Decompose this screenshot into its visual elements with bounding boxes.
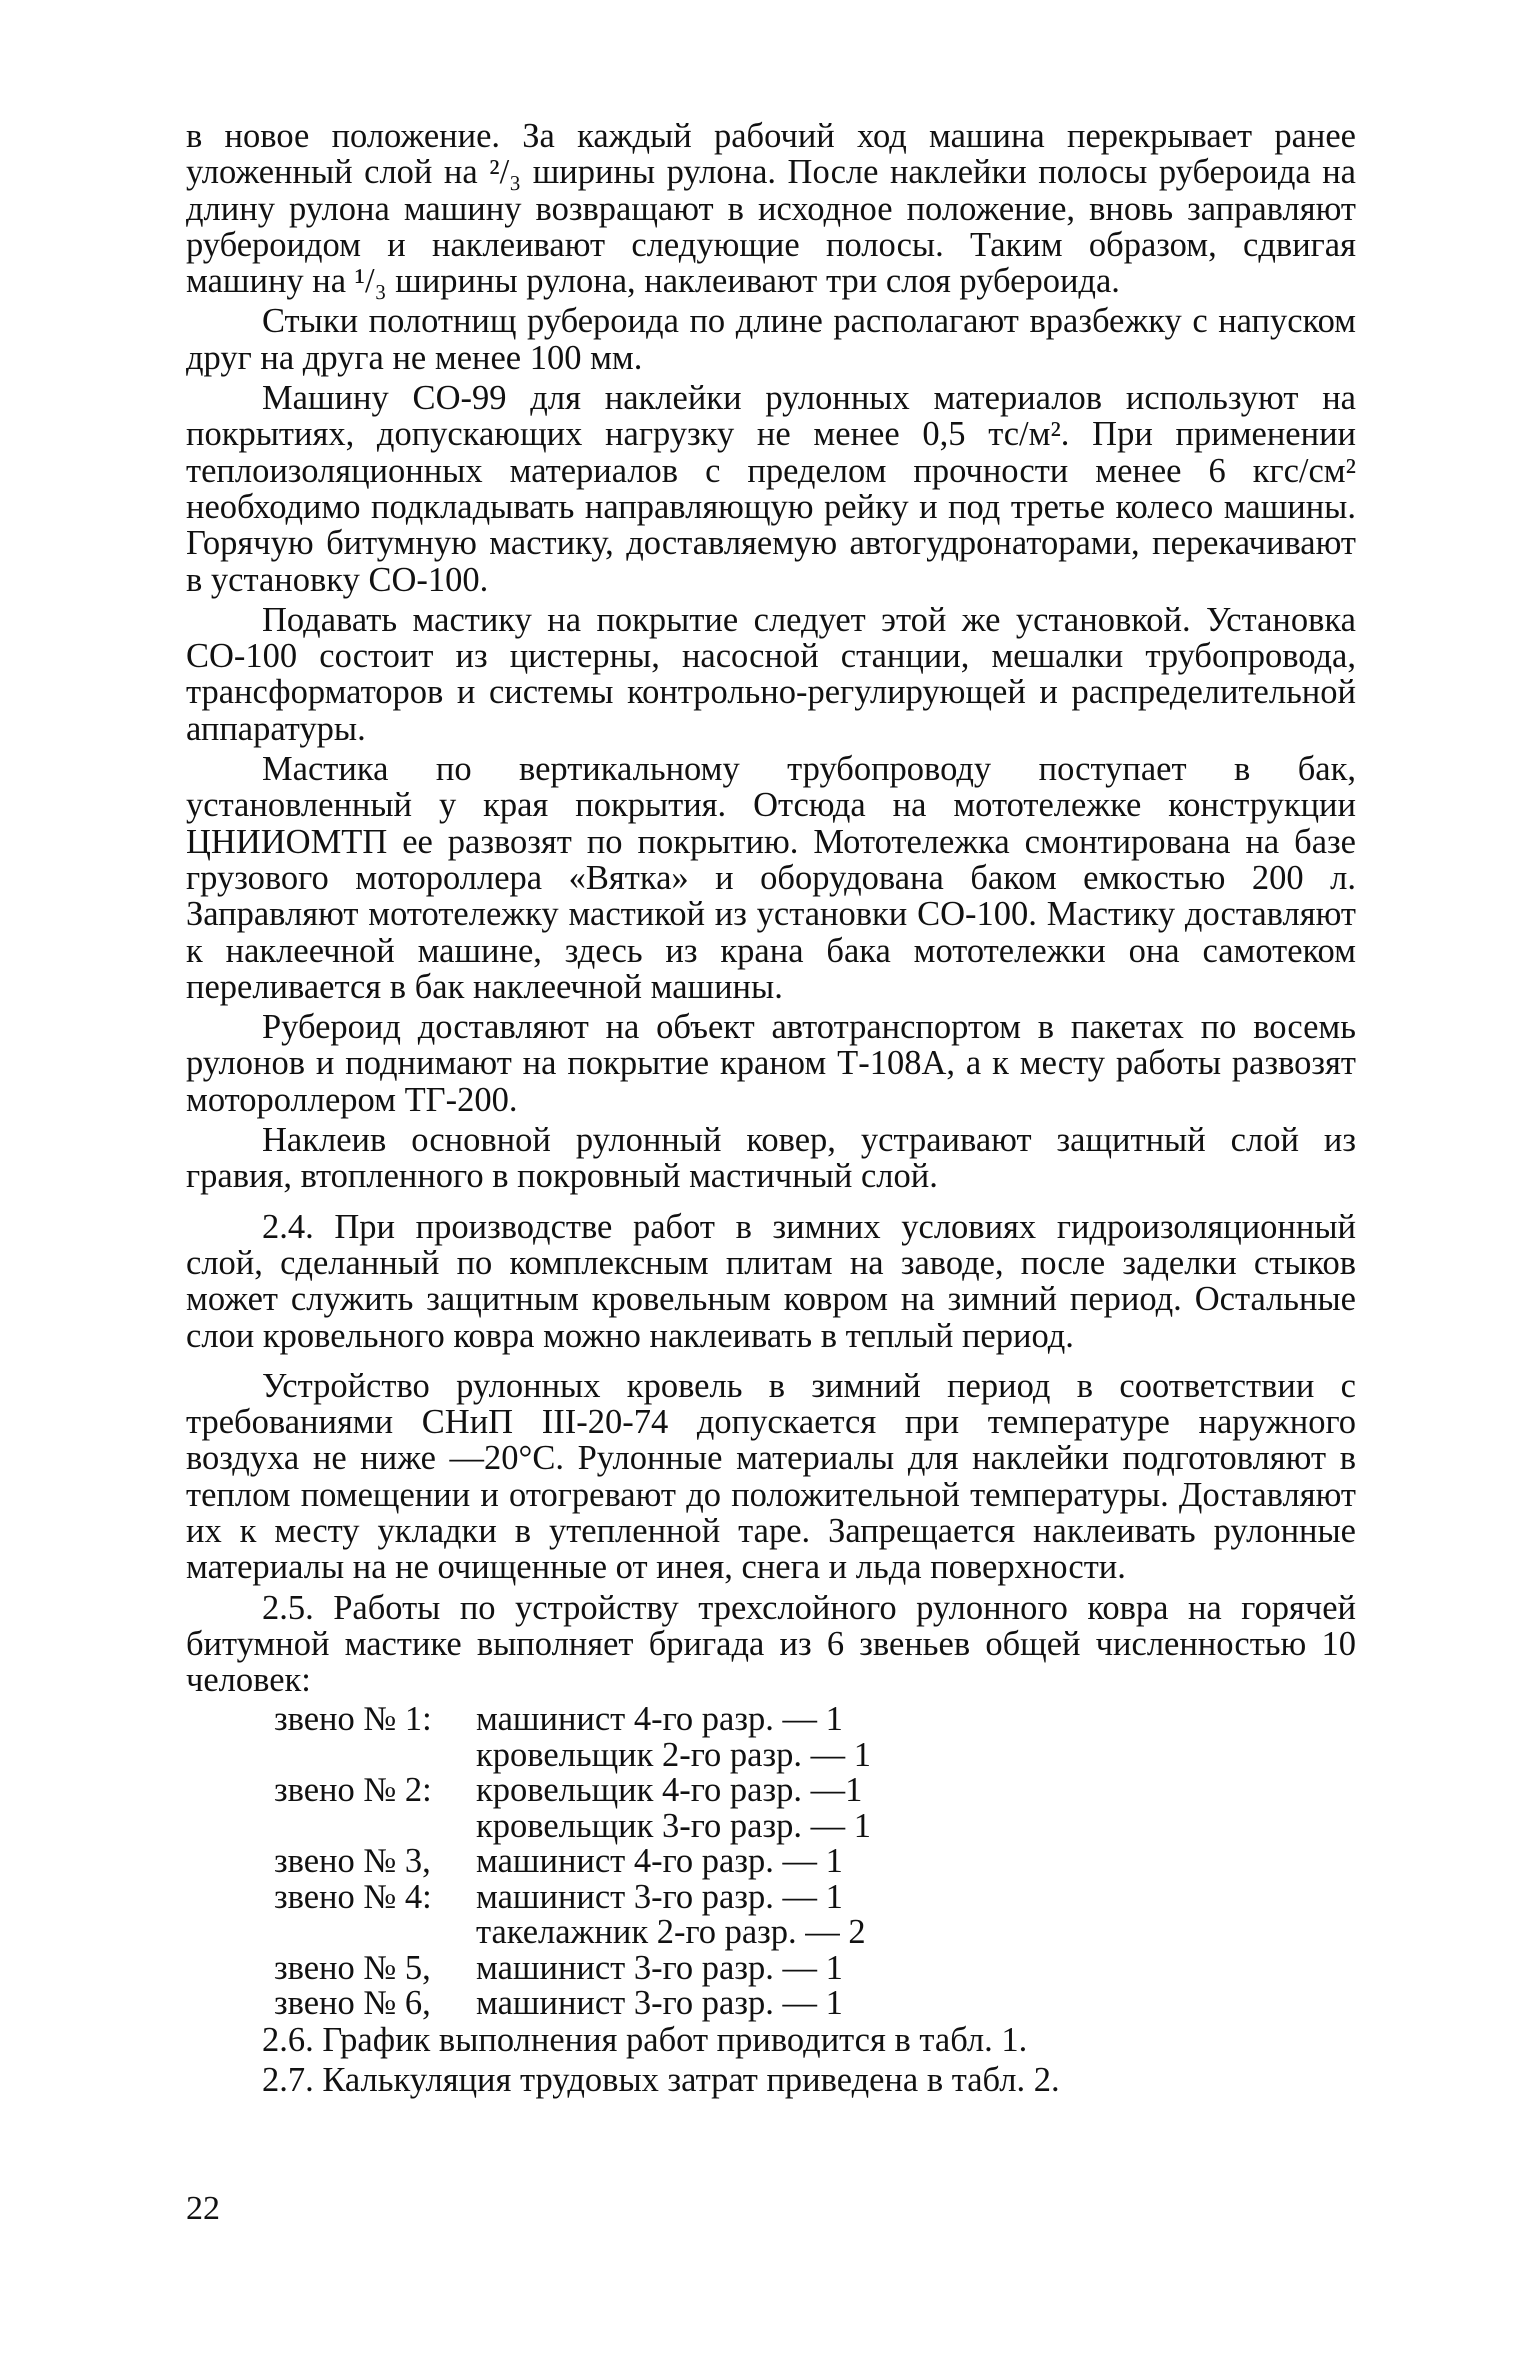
crew-unit-label: звено № 1: xyxy=(274,1700,432,1739)
paragraph-so100-unit: Подавать мастику на покрытие следует этой же установкой. Установка СО-100 состоит из цистерны, насосной станции, мешалки трубопровода, трансформаторов и системы контрольно-регулирующей и распределительной аппаратуры. xyxy=(186,600,1356,748)
crew-row xyxy=(186,1986,1356,2022)
paragraph-2-4-winter: 2.4. При производстве работ в зимних условиях гидроизоляционный слой, сделанный по комплексным плитам на заводе, после заделки стыков может служить защитным кровельным ковром на зимний период. Остальные слои кровельного ковра можно наклеивать в теплый период. xyxy=(186,1207,1356,1355)
paragraph-roofing-felt-delivery: Рубероид доставляют на объект автотранспортом в пакетах по восемь рулонов и поднимают на покрытие краном Т-108А, а к месту работы развозят мотороллером ТГ-200. xyxy=(186,1008,1356,1119)
crew-unit-label: звено № 2: xyxy=(274,1771,432,1810)
crew-role: машинист 4-го разр. — 1 xyxy=(476,1700,843,1739)
page-body xyxy=(186,118,1356,2103)
paragraph-protective-layer: Наклеив основной рулонный ковер, устраивают защитный слой из гравия, втопленного в покровный мастичный слой. xyxy=(186,1121,1356,1196)
crew-role: такелажник 2-го разр. — 2 xyxy=(476,1913,866,1952)
crew-unit-label: звено № 6, xyxy=(274,1984,431,2023)
crew-role: кровельщик 3-го разр. — 1 xyxy=(476,1806,871,1845)
page-number: 22 xyxy=(186,2190,220,2227)
crew-row xyxy=(186,1844,1356,1880)
paragraph-2-5-brigade: 2.5. Работы по устройству трехслойного рулонного ковра на горячей битумной мастике выполняет бригада из 6 звеньев общей численностью 10 человек: xyxy=(186,1588,1356,1700)
crew-role: кровельщик 4-го разр. —1 xyxy=(476,1771,863,1810)
paragraph-winter-roofing: Устройство рулонных кровель в зимний период в соответствии с требованиями СНиП III-20-74 допускается при температуре наружного воздуха не ниже —20°С. Рулонные материалы для наклейки подготовляют в теплом помещении и отогревают до положительной температуры. Доставляют их к месту укладки в утепленной таре. Запрещается наклеивать рулонные материалы на не очищенные от инея, снега и льда поверхности. xyxy=(186,1366,1356,1587)
paragraph-machine-so99: Машину СО-99 для наклейки рулонных материалов используют на покрытиях, допускающих нагрузку не менее 0,5 тс/м². При применении теплоизоляционных материалов с пределом прочности менее 6 кгс/см² необходимо подкладывать направляющую рейку и под третье колесо машины. Горячую битумную мастику, доставляемую автогудронаторами, перекачивают в установку СО-100. xyxy=(186,379,1356,599)
crew-row xyxy=(186,1773,1356,1809)
crew-row xyxy=(186,1806,1356,1845)
crew-list xyxy=(186,1702,1356,2022)
crew-row xyxy=(186,1702,1356,1738)
crew-unit-label: звено № 4: xyxy=(274,1877,432,1916)
paragraph-overlap-joints: Стыки полотнищ рубероида по длине располагают вразбежку с напуском друг на друга не менее 100 мм. xyxy=(186,302,1356,377)
paragraph-2-6-schedule: 2.6. График выполнения работ приводится в табл. 1. xyxy=(262,2020,1028,2059)
crew-role: машинист 4-го разр. — 1 xyxy=(476,1842,843,1881)
paragraph-mastic-delivery: Мастика по вертикальному трубопроводу поступает в бак, установленный у края покрытия. Отсюда на мототележке конструкции ЦНИИОМТП ее развозят по покрытию. Мототележка смонтирована на базе грузового мотороллера «Вятка» и оборудована баком емкостью 200 л. Заправляют мототележку мастикой из установки СО-100. Мастику доставляют к наклеечной машине, здесь из крана бака мототележки она самотеком переливается в бак наклеечной машины. xyxy=(186,750,1356,1006)
crew-row xyxy=(186,1877,1356,1916)
crew-unit-label: звено № 3, xyxy=(274,1842,431,1881)
crew-role: кровельщик 2-го разр. — 1 xyxy=(476,1735,871,1774)
paragraph-machine-position: в новое положение. За каждый рабочий ход машина перекрывает ранее уложенный слой на ²/₃ ширины рулона. После наклейки полосы рубероида на длину рулона машину возвращают в исходное положение, вновь заправляют рубероидом и наклеивают следующие полосы. Таким образом, сдвигая машину на ¹/₃ ширины рулона, наклеивают три слоя рубероида. xyxy=(186,117,1356,301)
paragraph-2-7-calculation: 2.7. Калькуляция трудовых затрат приведена в табл. 2. xyxy=(262,2061,1060,2100)
crew-row xyxy=(186,1915,1356,1951)
crew-role: машинист 3-го разр. — 1 xyxy=(476,1948,843,1987)
crew-unit-label: звено № 5, xyxy=(274,1948,431,1987)
crew-row xyxy=(186,1948,1356,1987)
crew-role: машинист 3-го разр. — 1 xyxy=(476,1984,843,2023)
crew-row xyxy=(186,1735,1356,1774)
crew-role: машинист 3-го разр. — 1 xyxy=(476,1877,843,1916)
